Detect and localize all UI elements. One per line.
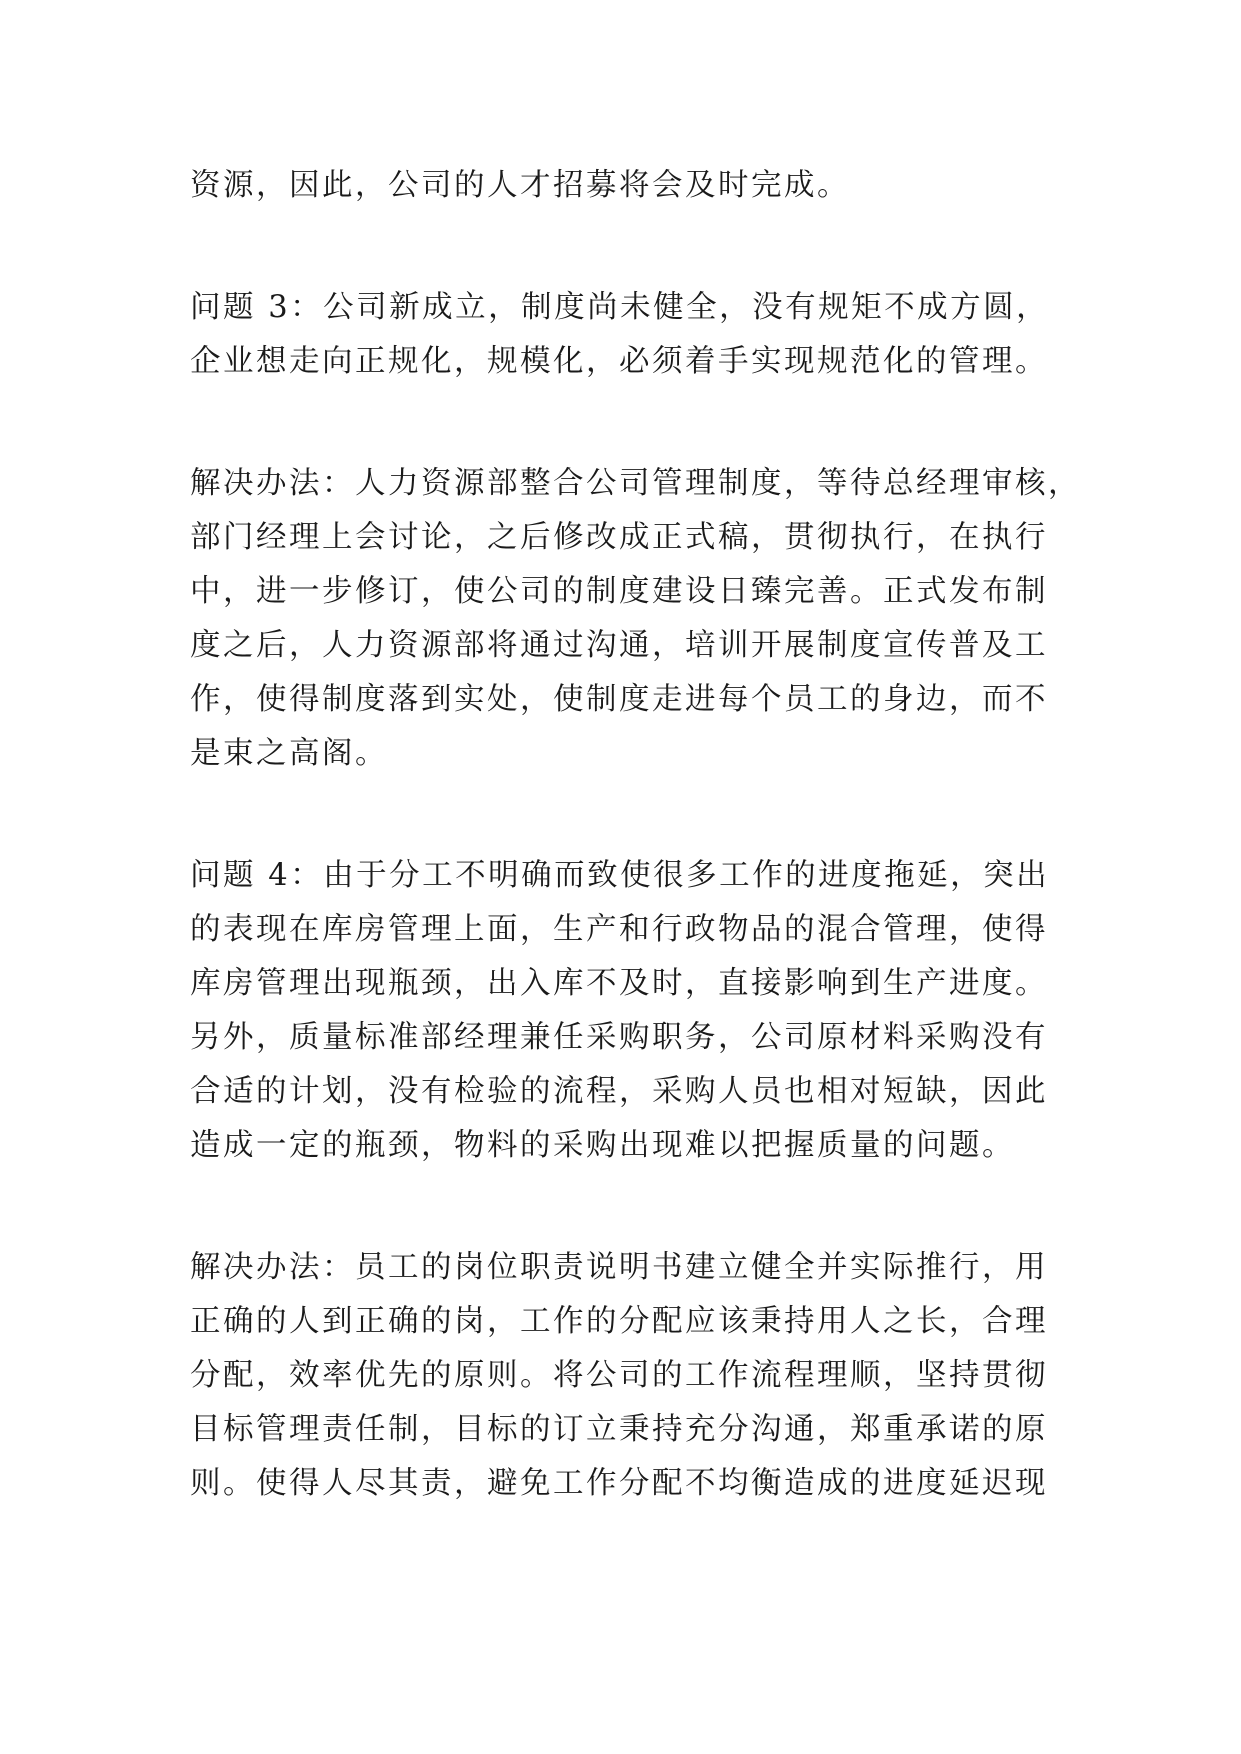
text-line: 则。使得人尽其责，避免工作分配不均衡造成的进度延迟现 bbox=[190, 1466, 1048, 1501]
paragraph-spacer bbox=[190, 781, 1070, 849]
text-line: 目标管理责任制，目标的订立秉持充分沟通，郑重承诺的原 bbox=[190, 1412, 1048, 1447]
text-line: 企业想走向正规化，规模化，必须着手实现规范化的管理。 bbox=[190, 344, 1048, 379]
text-line: 中，进一步修订，使公司的制度建设日臻完善。正式发布制 bbox=[190, 574, 1048, 609]
text-line: 问题 4：由于分工不明确而致使很多工作的进度拖延，突出 bbox=[190, 858, 1050, 893]
text-line: 问题 3：公司新成立，制度尚未健全，没有规矩不成方圆， bbox=[190, 290, 1050, 325]
text-line: 解决办法：员工的岗位职责说明书建立健全并实际推行，用 bbox=[190, 1250, 1048, 1285]
text-line: 分配，效率优先的原则。将公司的工作流程理顺，坚持贯彻 bbox=[190, 1358, 1048, 1393]
text-line: 库房管理出现瓶颈，出入库不及时，直接影响到生产进度。 bbox=[190, 966, 1048, 1001]
text-line: 作，使得制度落到实处，使制度走进每个员工的身边，而不 bbox=[190, 682, 1048, 717]
paragraph-solution-3 bbox=[190, 457, 1081, 781]
paragraph-solution-4 bbox=[190, 1241, 1070, 1511]
text-line: 解决办法：人力资源部整合公司管理制度，等待总经理审核， bbox=[190, 466, 1081, 501]
document-body bbox=[190, 159, 1081, 1511]
text-line: 度之后，人力资源部将通过沟通，培训开展制度宣传普及工 bbox=[190, 628, 1048, 663]
paragraph-spacer bbox=[190, 213, 1070, 281]
paragraph-spacer bbox=[190, 1173, 1070, 1241]
text-line: 部门经理上会讨论，之后修改成正式稿，贯彻执行，在执行 bbox=[190, 520, 1048, 555]
paragraph-recruitment-conclusion bbox=[190, 159, 1070, 213]
text-line: 合适的计划，没有检验的流程，采购人员也相对短缺，因此 bbox=[190, 1074, 1048, 1109]
text-line: 的表现在库房管理上面，生产和行政物品的混合管理，使得 bbox=[190, 912, 1048, 947]
text-line: 正确的人到正确的岗，工作的分配应该秉持用人之长，合理 bbox=[190, 1304, 1048, 1339]
text-line: 另外，质量标准部经理兼任采购职务，公司原材料采购没有 bbox=[190, 1020, 1048, 1055]
text-line: 资源，因此，公司的人才招募将会及时完成。 bbox=[190, 168, 850, 203]
paragraph-spacer bbox=[190, 389, 1070, 457]
text-line: 造成一定的瓶颈，物料的采购出现难以把握质量的问题。 bbox=[190, 1128, 1015, 1163]
text-line: 是束之高阁。 bbox=[190, 736, 388, 771]
paragraph-problem-4 bbox=[190, 849, 1070, 1173]
paragraph-problem-3 bbox=[190, 281, 1070, 389]
